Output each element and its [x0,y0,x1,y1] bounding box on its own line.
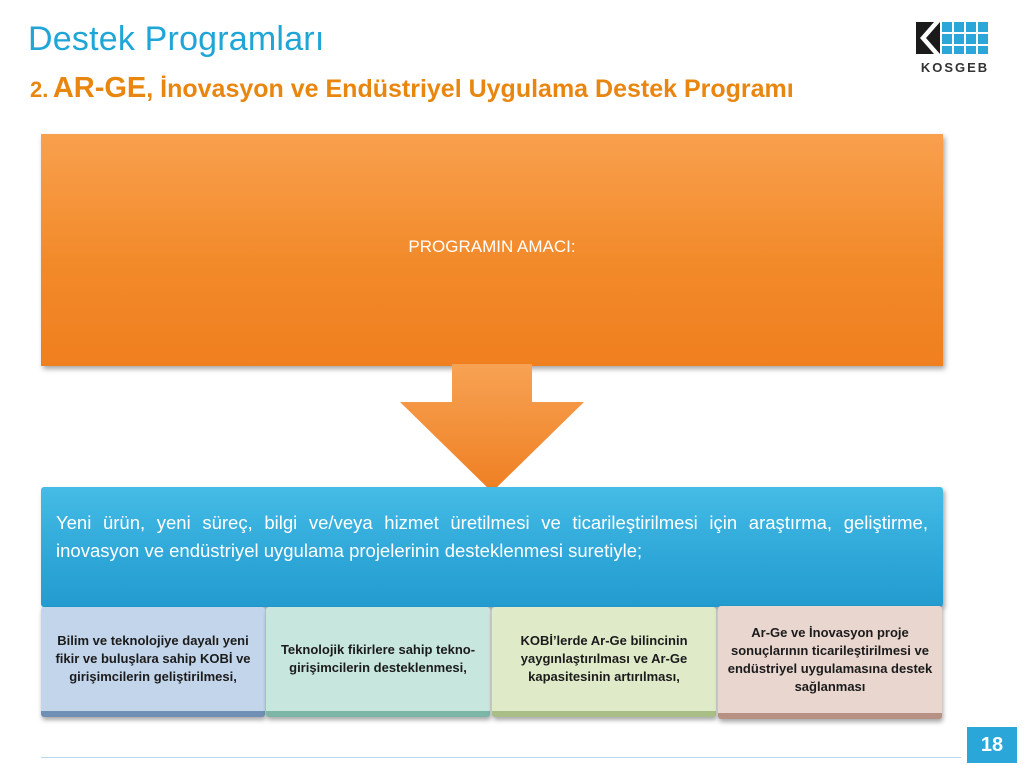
subtitle-rest: , İnovasyon ve Endüstriyel Uygulama Destek Programı [146,75,794,103]
goal-card-4 [718,606,942,719]
goal-card-text: Teknolojik fikirlere sahip tekno-girişimcilerin desteklenmesi, [280,642,476,675]
purpose-box [41,134,943,366]
down-arrow-icon [400,364,584,494]
slide-subtitle [30,72,794,105]
goal-card-2 [266,607,490,717]
logo-text: KOSGEB [920,60,990,75]
subtitle-number: 2. [30,77,49,102]
slide-title: Destek Programları [28,20,325,58]
goal-card-1 [41,607,265,717]
purpose-label: PROGRAMIN AMACI: [408,237,576,256]
description-box [41,487,943,607]
page-number: 18 [967,727,1017,763]
subtitle-arge: AR-GE [52,72,147,104]
goal-card-text: Ar-Ge ve İnovasyon proje sonuçlarının ticarileştirilmesi ve endüstriyel uygulamasına destek sağlanması [727,624,933,694]
footer-divider [41,757,961,758]
goal-card-3 [492,607,716,717]
goal-card-text: Bilim ve teknolojiye dayalı yeni fikir ve buluşlara sahip KOBİ ve girişimcilerin geliştirilmesi, [55,633,251,684]
description-text: Yeni ürün, yeni süreç, bilgi ve/veya hizmet üretilmesi ve ticarileştirilmesi için araştırma, geliştirme, inovasyon ve endüstriyel uygulama projelerinin desteklenmesi suretiyle; [56,512,928,561]
goal-card-text: KOBİ’lerde Ar-Ge bilincinin yaygınlaştırılması ve Ar-Ge kapasitesinin artırılması, [520,633,688,684]
